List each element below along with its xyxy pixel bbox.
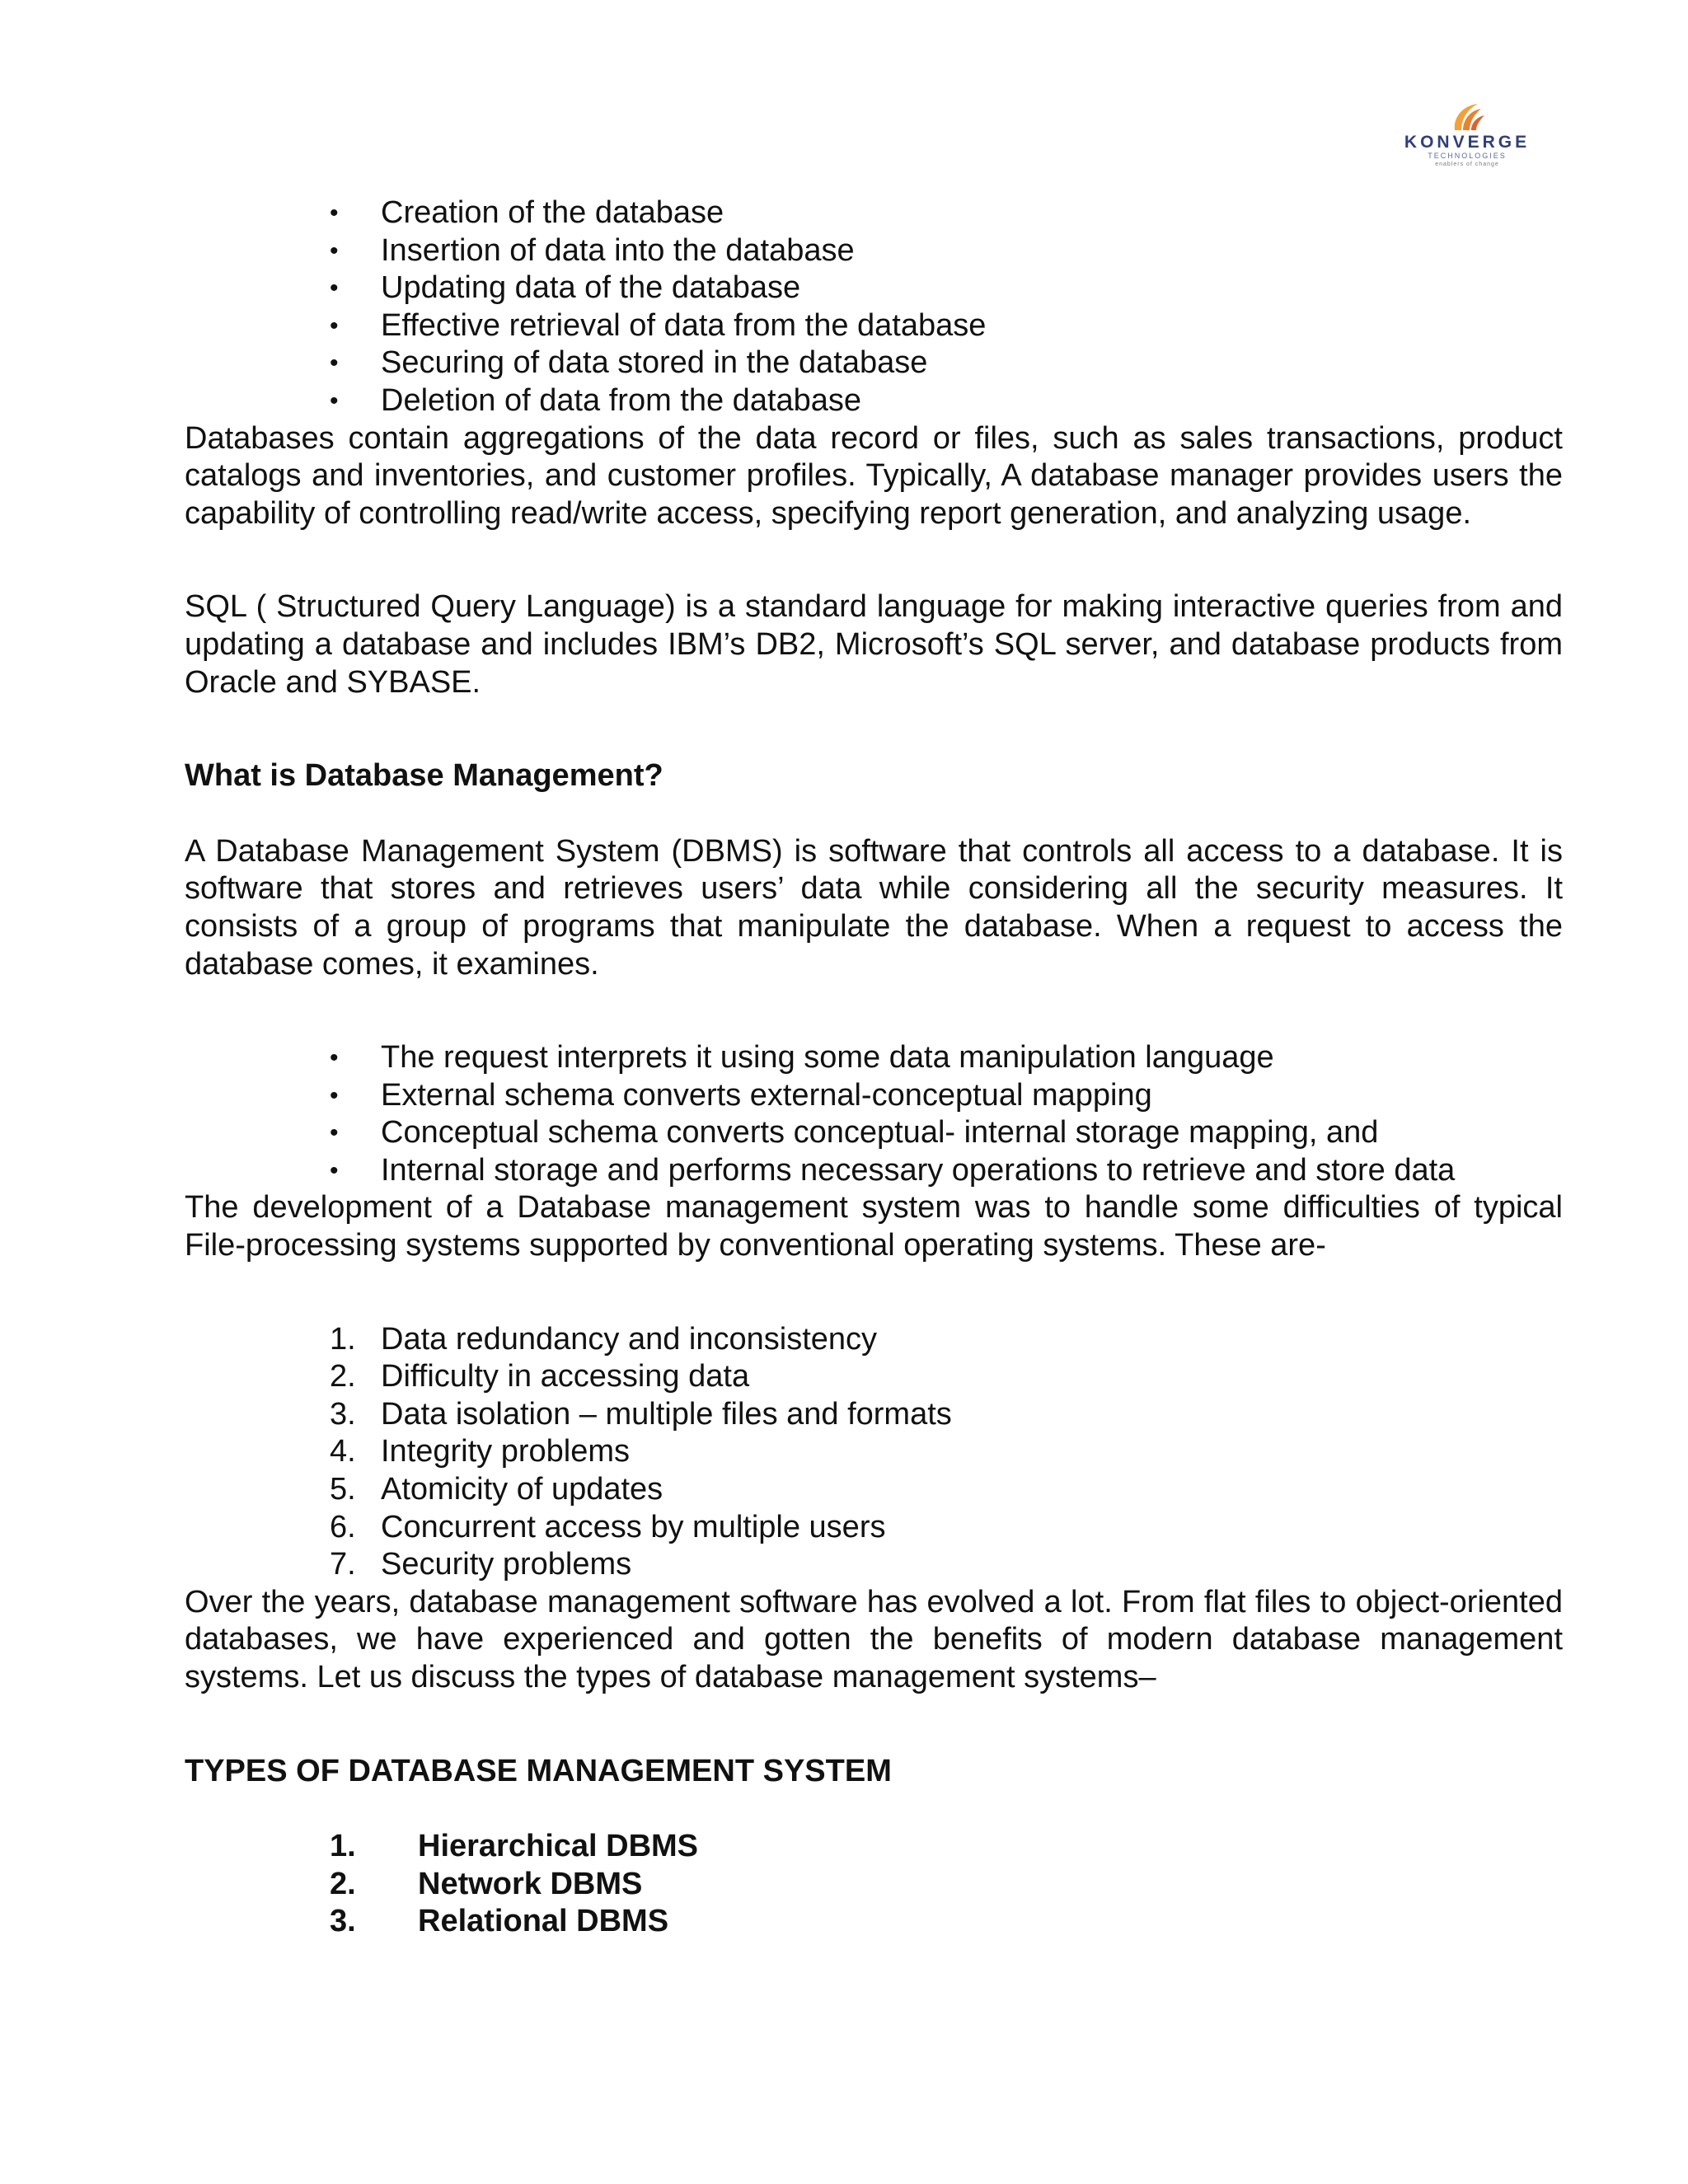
paragraph-over-the-years: Over the years, database management software has evolved a lot. From flat files to object-oriented databases, we have experienced and gotten the benefits of modern database management systems. Let us discuss the types of database management systems– xyxy=(185,1584,1563,1694)
list-item: • Effective retrieval of data from the database xyxy=(185,307,1563,345)
list-number: 1. xyxy=(330,1829,356,1864)
heading-types-of-dbms: TYPES OF DATABASE MANAGEMENT SYSTEM xyxy=(185,1753,892,1788)
list-item xyxy=(185,1433,1563,1471)
list-text: Integrity problems xyxy=(381,1434,631,1469)
list-item xyxy=(185,1866,1563,1904)
list-text: Relational DBMS xyxy=(418,1904,669,1939)
list-number: 3. xyxy=(330,1396,356,1432)
list-number: 3. xyxy=(330,1904,356,1939)
list-item xyxy=(185,1903,1563,1941)
paragraph-dbms-definition: A Database Management System (DBMS) is software that controls all access to a database. It is software that stores and retrieves users’ data while considering all the security measures. It consists of a group of programs that manipulate the database. When a request to access the database comes, it examines. xyxy=(185,833,1563,982)
heading-what-is-database-management: What is Database Management? xyxy=(185,758,663,794)
operations-bullet-list xyxy=(185,194,1563,420)
list-item xyxy=(185,1509,1563,1547)
list-item: • Internal storage and performs necessary operations to retrieve and store data xyxy=(185,1152,1563,1190)
list-item xyxy=(185,1321,1563,1359)
difficulties-numbered-list xyxy=(185,1321,1563,1584)
paragraph-sql: SQL ( Structured Query Language) is a standard language for making interactive queries from and updating a database and includes IBM’s DB2, Microsoft’s SQL server, and database products from Oracle and SYBASE. xyxy=(185,589,1563,700)
list-text: Data isolation – multiple files and formats xyxy=(381,1396,952,1432)
list-number: 7. xyxy=(330,1547,356,1582)
list-text: Concurrent access by multiple users xyxy=(381,1509,886,1544)
list-item: • External schema converts external-conceptual mapping xyxy=(185,1077,1563,1115)
dbms-types-numbered-list xyxy=(185,1828,1563,1941)
konverge-swirl-icon xyxy=(1448,101,1486,134)
document-body xyxy=(185,194,1563,1941)
paragraph-development: The development of a Database management system was to handle some difficulties of typical File-processing systems supported by conventional operating systems. These are- xyxy=(185,1190,1563,1263)
list-item xyxy=(185,1358,1563,1396)
list-item: • Conceptual schema converts conceptual- internal storage mapping, and xyxy=(185,1114,1563,1152)
list-item: • Insertion of data into the database xyxy=(185,232,1563,270)
list-text: Security problems xyxy=(381,1547,632,1582)
logo-name: KONVERGE xyxy=(1404,133,1531,152)
list-number: 4. xyxy=(330,1434,356,1469)
logo-subtitle: TECHNOLOGIES xyxy=(1428,152,1507,160)
list-number: 5. xyxy=(330,1472,356,1507)
paragraph-databases-contain: Databases contain aggregations of the data record or files, such as sales transactions, product catalogs and inventories, and customer profiles. Typically, A database manager provides users the capability of controlling read/write access, specifying report generation, and analyzing usage. xyxy=(185,420,1563,531)
list-item xyxy=(185,1396,1563,1434)
list-text: Hierarchical DBMS xyxy=(418,1829,699,1864)
list-number: 2. xyxy=(330,1359,356,1394)
list-text: Atomicity of updates xyxy=(381,1472,663,1507)
company-logo xyxy=(1393,101,1541,183)
list-item xyxy=(185,1471,1563,1509)
request-steps-bullet-list xyxy=(185,1039,1563,1189)
list-item: • Updating data of the database xyxy=(185,269,1563,307)
list-item: • Deletion of data from the database xyxy=(185,382,1563,420)
list-item: • Securing of data stored in the database xyxy=(185,344,1563,382)
list-item xyxy=(185,1828,1563,1866)
logo-tagline: enablers of change xyxy=(1435,162,1499,167)
list-text: Data redundancy and inconsistency xyxy=(381,1321,878,1357)
list-number: 1. xyxy=(330,1321,356,1357)
list-text: Network DBMS xyxy=(418,1866,643,1901)
list-item: • The request interprets it using some data manipulation language xyxy=(185,1039,1563,1077)
list-text: Difficulty in accessing data xyxy=(381,1359,750,1394)
list-item: • Creation of the database xyxy=(185,194,1563,232)
list-number: 2. xyxy=(330,1866,356,1901)
list-item xyxy=(185,1546,1563,1584)
list-number: 6. xyxy=(330,1509,356,1544)
